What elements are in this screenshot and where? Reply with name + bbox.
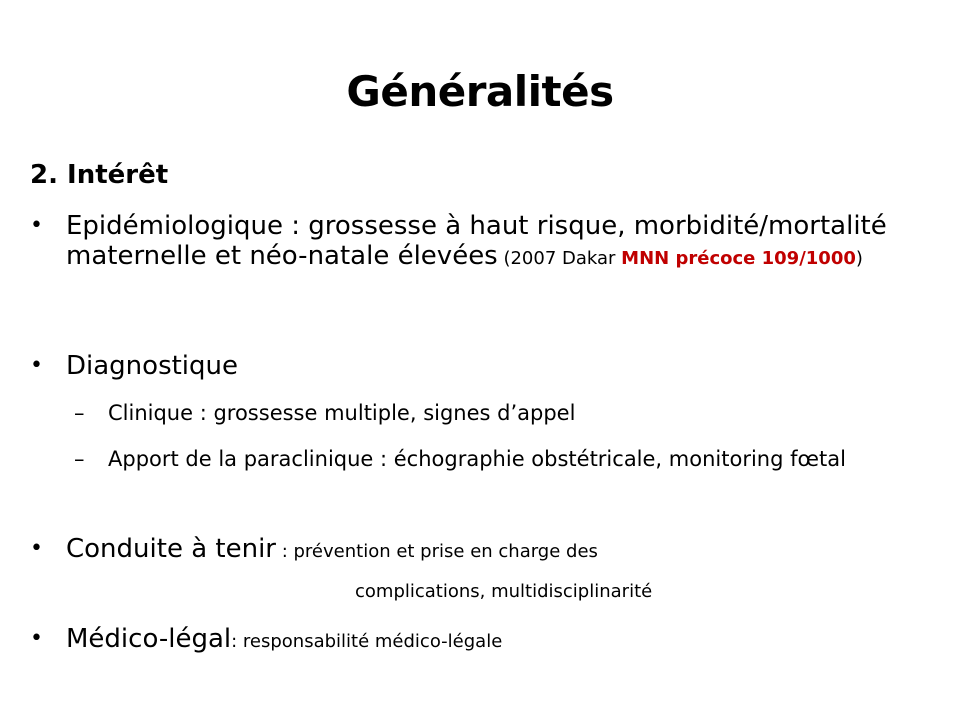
bullet-conduite-a-tenir bbox=[30, 534, 960, 567]
slide-title: Généralités bbox=[346, 67, 614, 116]
bullet-note-prefix: (2007 Dakar bbox=[497, 248, 622, 269]
bullet-dot-icon: • bbox=[30, 213, 43, 238]
bullet-text: Diagnostique bbox=[66, 351, 239, 381]
bullet-epidemiologique bbox=[30, 211, 960, 274]
bullet-detail-line2: complications, multidisciplinarité bbox=[355, 581, 653, 602]
bullet-note-highlight: MNN précoce 109/1000 bbox=[621, 248, 856, 269]
sub-bullet-text: Clinique : grossesse multiple, signes d’appel bbox=[108, 401, 576, 425]
sub-bullet-text: Apport de la paraclinique : échographie obstétricale, monitoring fœtal bbox=[108, 447, 846, 471]
bullet-diagnostique bbox=[30, 351, 960, 381]
bullet-dot-icon: • bbox=[30, 353, 43, 378]
dash-icon: – bbox=[74, 401, 85, 425]
section-heading: 2. Intérêt bbox=[30, 160, 169, 190]
bullet-medico-legal bbox=[30, 624, 960, 657]
bullet-note-suffix: ) bbox=[855, 248, 863, 269]
bullet-dot-icon: • bbox=[30, 626, 43, 651]
sub-bullet-paraclinique bbox=[30, 447, 960, 471]
bullet-detail: : responsabilité médico-légale bbox=[231, 631, 503, 652]
bullet-text: Conduite à tenir bbox=[66, 534, 276, 564]
bullet-text: Epidémiologique : grossesse à haut risque, morbidité/mortalité maternelle et néo-natale élevées bbox=[66, 211, 887, 271]
bullet-text: Médico-légal bbox=[66, 624, 232, 654]
sub-bullet-clinique bbox=[30, 401, 960, 425]
bullet-dot-icon: • bbox=[30, 536, 43, 561]
bullet-detail-line1: : prévention et prise en charge des bbox=[275, 541, 598, 562]
dash-icon: – bbox=[74, 447, 85, 471]
